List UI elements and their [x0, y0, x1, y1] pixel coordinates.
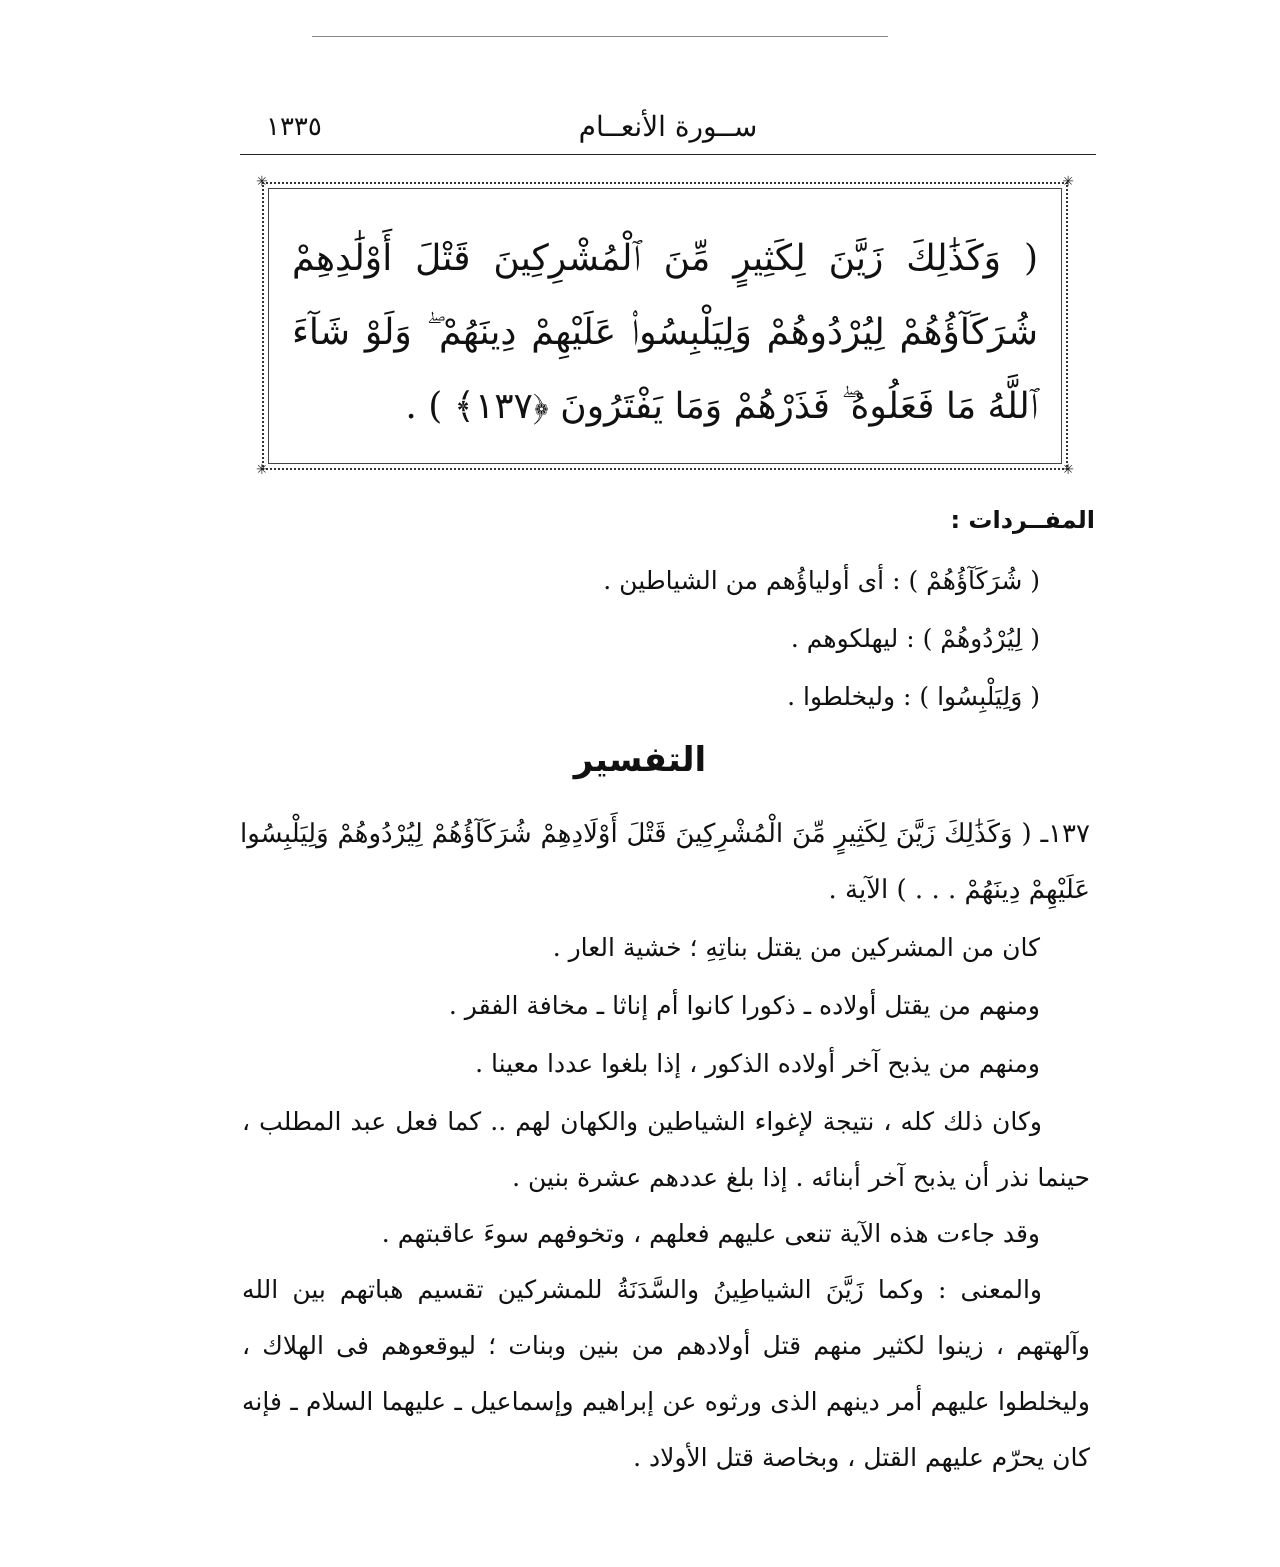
- vocabulary-list: [340, 552, 1040, 726]
- tafsir-verse-quote: ١٣٧ـ ( وَكَذَٰلِكَ زَيَّنَ لِكَثِيرٍ مِّنَ الْمُشْرِكِينَ قَتْلَ أَوْلَادِهِمْ شُرَكَآؤُهُمْ لِيُرْدُوهُمْ وَلِيَلْبِسُوا عَلَيْهِمْ دِينَهُمْ . . . ) الآية .: [240, 819, 1090, 905]
- top-rule: [312, 36, 888, 37]
- vocabulary-heading: المفــردات :: [950, 506, 1095, 534]
- verse-frame: [256, 174, 1074, 478]
- tafsir-heading: التفسير: [573, 740, 707, 780]
- vocabulary-item: ( وَلِيَلْبِسُوا ) : وليخلطوا .: [787, 682, 1040, 711]
- corner-star-icon: ✳: [256, 462, 268, 478]
- corner-star-icon: ✳: [1062, 174, 1074, 190]
- tafsir-paragraph: ومنهم من يذبح آخر أولاده الذكور ، إذا بلغوا عددا معينا .: [475, 1049, 1040, 1078]
- page-header: [240, 108, 1096, 155]
- corner-star-icon: ✳: [256, 174, 268, 190]
- tafsir-paragraph: ومنهم من يقتل أولاده ـ ذكورا كانوا أم إناثا ـ مخافة الفقر .: [448, 991, 1040, 1020]
- quran-verse: ( وَكَذَٰلِكَ زَيَّنَ لِكَثِيرٍ مِّنَ ٱلْمُشْرِكِينَ قَتْلَ أَوْلَٰدِهِمْ شُرَكَآؤُهُمْ لِيُرْدُوهُمْ وَلِيَلْبِسُوا۟ عَلَيْهِمْ دِينَهُمْ ۖ وَلَوْ شَآءَ ٱللَّهُ مَا فَعَلُوهُ ۖ فَذَرْهُمْ وَمَا يَفْتَرُونَ ﴿١٣٧﴾ ) .: [292, 238, 1038, 427]
- surah-title: ســورة الأنعــام: [578, 110, 758, 143]
- vocabulary-item: ( شُرَكَآؤُهُمْ ) : أى أولياؤُهم من الشياطين .: [603, 566, 1040, 595]
- page-number: ١٣٣٥: [266, 112, 322, 142]
- corner-star-icon: ✳: [1062, 462, 1074, 478]
- tafsir-paragraph: كان من المشركين من يقتل بناتِهِ ؛ خشية العار .: [552, 933, 1040, 962]
- tafsir-paragraph: وكان ذلك كله ، نتيجة لإغواء الشياطين والكهان لهم .. كما فعل عبد المطلب ، حينما نذر أن يذبح آخر أبنائه . إذا بلغ عددهم عشرة بنين .: [242, 1107, 1090, 1192]
- vocabulary-item: ( لِيُرْدُوهُمْ ) : ليهلكوهم .: [790, 624, 1040, 653]
- tafsir-paragraph: وقد جاءت هذه الآية تنعى عليهم فعلهم ، وتخوفهم سوءَ عاقبتهم .: [381, 1219, 1040, 1248]
- tafsir-paragraph: والمعنى : وكما زَيَّنَ الشياطِينُ والسَّدَنَةُ للمشركين تقسيم هباتهم بين الله وآلهتهم ، زينوا لكثير منهم قتل أولادهم من بنين وبنات ؛ ليوقعوهم فى الهلاك ، وليخلطوا عليهم أمر دينهم الذى ورثوه عن إبراهيم وإسماعيل ـ عليهما السلام ـ فإنه كان يحرّم عليهم القتل ، وبخاصة قتل الأولاد .: [242, 1275, 1090, 1472]
